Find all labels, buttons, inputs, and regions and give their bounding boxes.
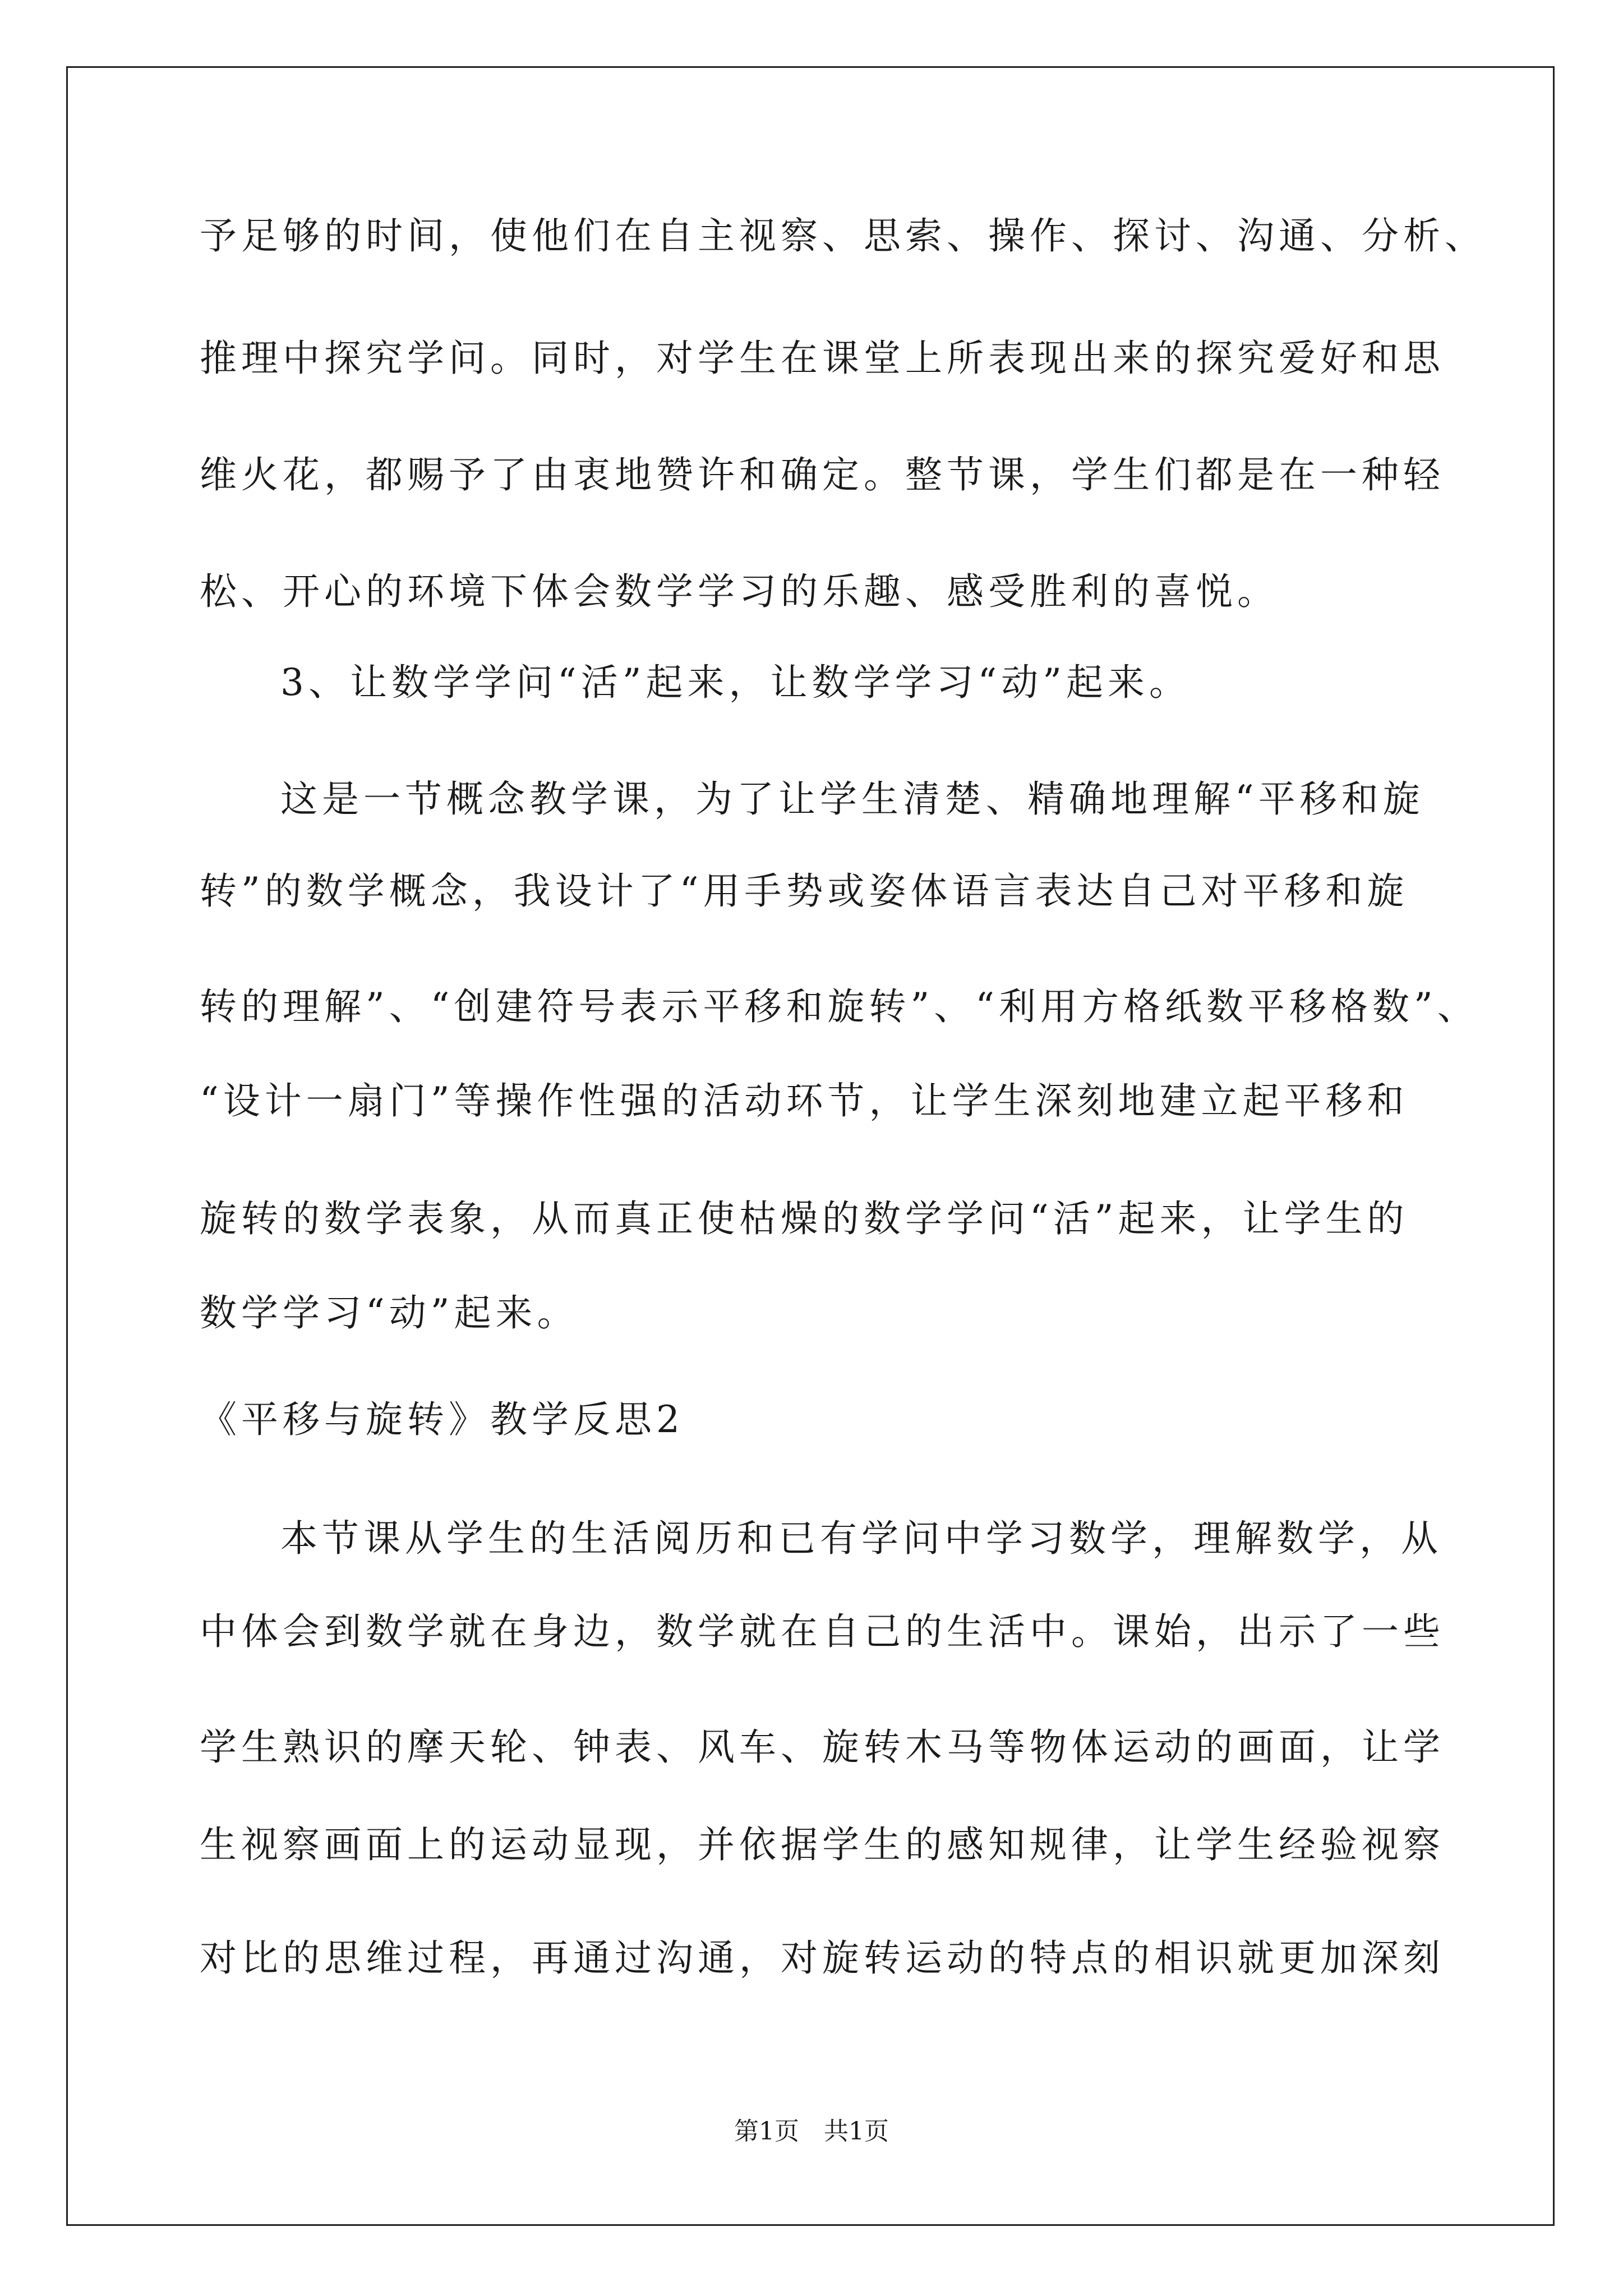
body-text-line: 松、开心的环境下体会数学学习的乐趣、感受胜利的喜悦。 <box>200 570 1279 613</box>
body-text-line: 本节课从学生的生活阅历和已有学问中学习数学，理解数学，从 <box>280 1517 1442 1560</box>
body-text-line: “设计一扇门”等操作性强的活动环节，让学生深刻地建立起平移和 <box>200 1079 1409 1122</box>
body-text-line: 转的理解”、“创建符号表示平移和旋转”、“利用方格纸数平移格数”、 <box>200 985 1479 1028</box>
body-text-line: 维火花，都赐予了由衷地赞许和确定。整节课，学生们都是在一种轻 <box>200 453 1445 496</box>
body-text-line: 转”的数学概念，我设计了“用手势或姿体语言表达自己对平移和旋 <box>200 869 1409 913</box>
body-text-line: 予足够的时间，使他们在自主视察、思索、操作、探讨、沟通、分析、 <box>200 214 1486 257</box>
body-text-line: 推理中探究学问。同时，对学生在课堂上所表现出来的探究爱好和思 <box>200 337 1445 380</box>
body-text-line: 数学学习“动”起来。 <box>200 1291 579 1335</box>
body-text-line: 这是一节概念教学课，为了让学生清楚、精确地理解“平移和旋 <box>280 777 1424 821</box>
body-text-line: 对比的思维过程，再通过沟通，对旋转运动的特点的相识就更加深刻 <box>200 1936 1445 1980</box>
body-text-line: 学生熟识的摩天轮、钟表、风车、旋转木马等物体运动的画面，让学 <box>200 1726 1445 1769</box>
article-title: 《平移与旋转》教学反思2 <box>200 1398 684 1441</box>
body-text-line: 旋转的数学表象，从而真正使枯燥的数学学问“活”起来，让学生的 <box>200 1197 1409 1240</box>
body-text-line: 中体会到数学就在身边，数学就在自己的生活中。课始，出示了一些 <box>200 1610 1445 1653</box>
section-heading: 3、让数学学问“活”起来，让数学学习“动”起来。 <box>280 661 1191 704</box>
page-number: 第1页 共1页 <box>734 2117 889 2146</box>
page-border <box>66 66 1555 2226</box>
body-text-line: 生视察画面上的运动显现，并依据学生的感知规律，让学生经验视察 <box>200 1823 1445 1866</box>
